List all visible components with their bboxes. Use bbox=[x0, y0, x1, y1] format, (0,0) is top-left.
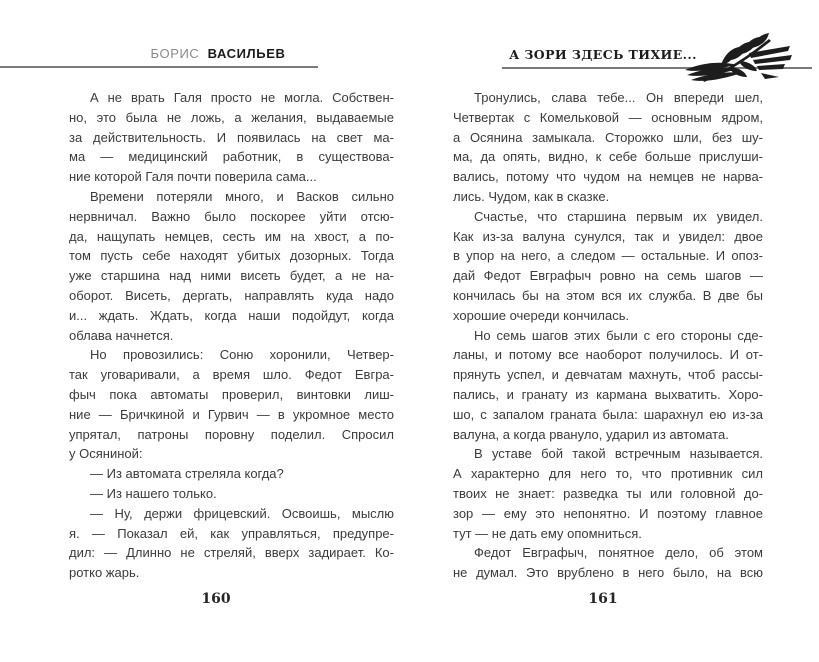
text-line: уже старшина над ними висеть будет, а не на- bbox=[69, 268, 394, 284]
text-line: упрятал, патроны поровну поделил. Спросил bbox=[69, 426, 394, 442]
page-number-right: 161 bbox=[588, 591, 618, 607]
text-line: А характерно для него то, что противник сил bbox=[453, 466, 763, 482]
text-line: Но провозились: Соню хоронили, Четвер- bbox=[90, 347, 394, 363]
text-line: прянуть успел, и девчатам махнуть, чтоб рассы- bbox=[453, 367, 763, 383]
text-line: а Осянина замыкала. Сторожко шли, без шу- bbox=[453, 129, 763, 145]
text-line: нервничал. Важно было поскорее уйти отсю- bbox=[69, 208, 394, 224]
running-head-left bbox=[0, 46, 436, 61]
text-line: ротко жарь. bbox=[69, 565, 140, 581]
text-line: Федот Евграфыч, понятное дело, об этом bbox=[474, 545, 763, 561]
author-first-name: БОРИС bbox=[150, 46, 200, 61]
text-line: дай Федот Евграфыч ровно на семь шагов — bbox=[453, 268, 763, 284]
text-line: пались, и гранату из кармана выхватить. Хоро- bbox=[453, 386, 763, 402]
text-line: ние — Бричкиной и Гурвич — в укромное место bbox=[69, 406, 394, 422]
text-line: валуна, а когда рвануло, ударил из автомата. bbox=[453, 426, 729, 442]
text-line: Но семь шагов этих были с его стороны сде- bbox=[474, 327, 763, 343]
text-line: облава начнется. bbox=[69, 327, 174, 343]
text-line: Счастье, что старшина первым их увидел. bbox=[474, 208, 763, 224]
text-line: оборот. Висеть, дергать, направлять куда надо bbox=[69, 287, 394, 303]
text-line: Тронулись, слава тебе... Он впереди шел, bbox=[474, 90, 763, 105]
text-line: у Осяниной: bbox=[69, 446, 143, 462]
text-line: — Ну, держи фрицевский. Освоишь, мыслю bbox=[90, 505, 394, 521]
page-column-left bbox=[69, 88, 394, 583]
page-column-right bbox=[453, 88, 763, 583]
text-line: не думал. Это врублено в него было, на всю bbox=[453, 565, 763, 581]
text-line: ма, да опять, видно, к себе больше прислуши- bbox=[453, 149, 763, 165]
text-line: В уставе бой такой встречным называется. bbox=[474, 446, 763, 462]
text-line: зор — ему это непонятно. И поэтому главное bbox=[453, 505, 763, 521]
text-line: твоих не знает: разведка ты или головной до- bbox=[453, 485, 763, 501]
text-line: да, нащупать немцев, сесть им на хвост, а по- bbox=[69, 228, 394, 244]
text-line: том пусть себе находят убитых дозорных. Тогда bbox=[69, 248, 394, 264]
text-line: Четвертак с Комельковой — основным ядром, bbox=[453, 109, 763, 125]
header-rule-left bbox=[0, 66, 318, 68]
text-line: так уговаривали, а время шло. Федот Евгра- bbox=[69, 367, 394, 383]
page-number-left: 160 bbox=[201, 591, 231, 607]
text-line: лись. Чудом, как в сказке. bbox=[453, 188, 610, 204]
text-line: ние которой Галя почти поверила сама... bbox=[69, 169, 317, 185]
text-line: я. — Показал ей, как управляться, предупре- bbox=[69, 525, 394, 541]
text-line: но, это была не ложь, а желания, выдаваемые bbox=[69, 109, 394, 125]
text-line: ланы, и потому все наоборот получилось. И от- bbox=[453, 347, 763, 363]
text-line: за действительность. И появилась на свет ма- bbox=[69, 129, 394, 145]
text-line: хорошие очереди кончилась. bbox=[453, 307, 630, 323]
running-head-right: А ЗОРИ ЗДЕСЬ ТИХИЕ... bbox=[509, 47, 697, 62]
author-last-name: ВАСИЛЬЕВ bbox=[207, 46, 286, 61]
text-line: кончилась бы на этом вся их служба. В две бы bbox=[453, 287, 763, 303]
laurel-branch-icon bbox=[683, 33, 798, 85]
text-line: — Из автомата стреляла когда? bbox=[90, 466, 284, 482]
text-line: Как из-за валуна сунулся, так и увидел: двое bbox=[453, 228, 763, 244]
text-line: тут — не дать ему опомниться. bbox=[453, 525, 642, 541]
text-line: — Из нашего только. bbox=[90, 485, 217, 501]
text-line: шо, с запалом граната была: шарахнул ею из-за bbox=[453, 406, 763, 422]
text-line: дил: — Длинно не стреляй, вверх задирает. Ко- bbox=[69, 545, 394, 561]
text-line: вались, потому что чудом на немцев не нарва- bbox=[453, 169, 763, 185]
text-line: А не врать Галя просто не могла. Собствен- bbox=[90, 90, 394, 105]
text-line: ма — медицинский работник, в существова- bbox=[69, 149, 394, 165]
text-line: и... ждать. Ждать, когда наши подойдут, когда bbox=[69, 307, 394, 323]
text-line: Времени потеряли много, и Васков сильно bbox=[90, 188, 394, 204]
text-line: в упор на него, а следом — остальные. И опоз- bbox=[453, 248, 763, 264]
text-line: фыч пока автоматы проверил, винтовки лиш- bbox=[69, 386, 394, 402]
